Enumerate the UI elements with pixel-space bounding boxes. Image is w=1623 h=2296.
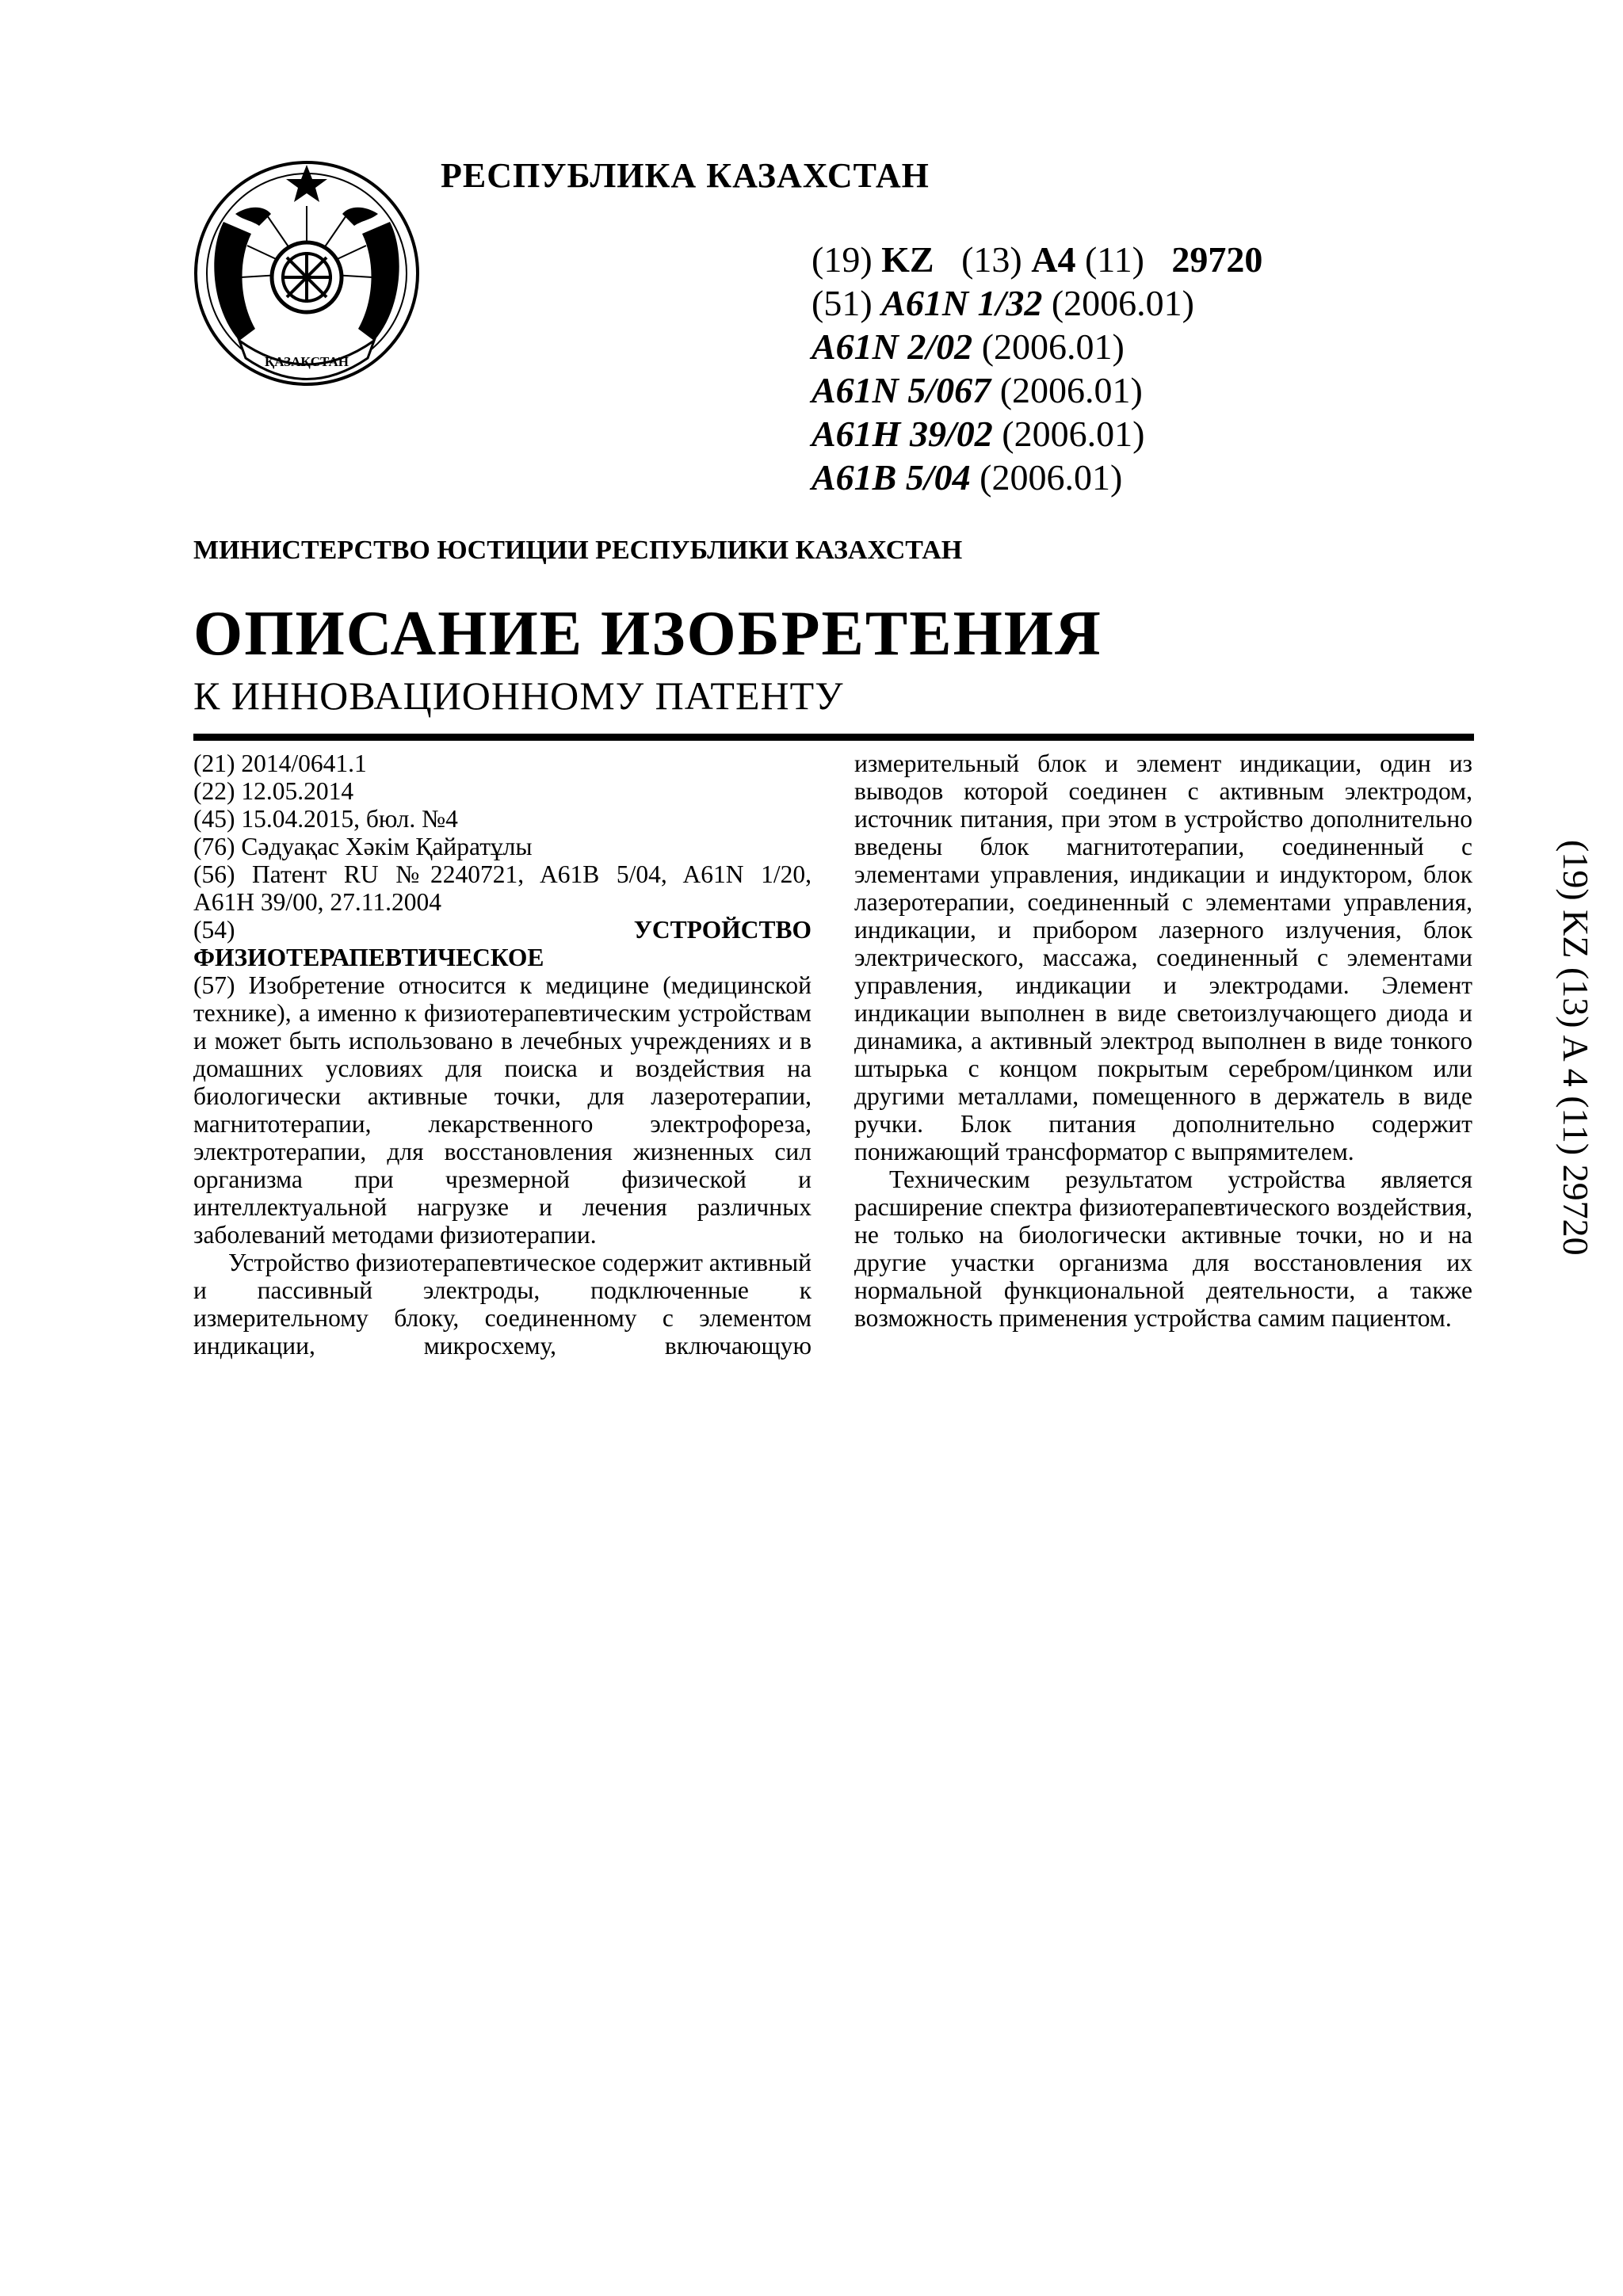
ipc-line — [812, 368, 1262, 412]
patent-number: 29720 — [1171, 239, 1263, 280]
code-51: (51) — [812, 283, 873, 323]
patent-codes — [812, 238, 1262, 499]
field-56-line2: A61H 39/00, 27.11.2004 — [193, 888, 441, 916]
field-54-title-word2: ФИЗИОТЕРАПЕВТИЧЕСКОЕ — [193, 944, 544, 971]
publication-codes-line — [812, 238, 1262, 281]
field-22: (22) 12.05.2014 — [193, 777, 354, 805]
left-column — [193, 749, 812, 1360]
ipc-version: (2006.01) — [1002, 414, 1145, 454]
document-title: ОПИСАНИЕ ИЗОБРЕТЕНИЯ — [193, 599, 1102, 669]
code-11: (11) — [1084, 239, 1144, 280]
ipc-code: A61H 39/02 — [812, 414, 993, 454]
ipc-line — [812, 325, 1262, 368]
country-name: РЕСПУБЛИКА КАЗАХСТАН — [441, 156, 930, 195]
ipc-code: A61N 2/02 — [812, 326, 973, 367]
field-54-title-word1: УСТРОЙСТВО — [633, 916, 812, 944]
abstract-paragraph-2: Устройство физиотерапевтическое содержит активный и пассивный электроды, подключенные к измерительному блоку, соединенному с элементом индикации, микросхему, включающую — [193, 1249, 812, 1360]
side-publication-reference: (19) KZ (13) A 4 (11) 29720 — [1556, 840, 1596, 1256]
abstract-paragraph-4: Техническим результатом устройства является расширение спектра физиотерапевтического воздействия, не только на биологически активные точки, но и на другие участки организма для восстановления их нормальной функциональной деятельности, а также возможность применения устройства самим пациентом. — [854, 1165, 1472, 1332]
code-13: (13) — [961, 239, 1022, 280]
ipc-code: A61N 1/32 — [881, 283, 1043, 323]
ipc-version: (2006.01) — [999, 370, 1143, 410]
ipc-line — [812, 456, 1262, 499]
document-subtitle: К ИННОВАЦИОННОМУ ПАТЕНТУ — [193, 673, 844, 718]
ipc-version: (2006.01) — [1051, 283, 1194, 323]
title-divider — [193, 734, 1474, 741]
emblem-ribbon-text: ҚАЗАҚСТАН — [264, 354, 349, 369]
field-54-number: (54) — [193, 916, 235, 944]
state-emblem — [192, 158, 422, 388]
field-76: (76) Сәдуақас Хәкім Қайратұлы — [193, 833, 533, 860]
ministry-name: МИНИСТЕРСТВО ЮСТИЦИИ РЕСПУБЛИКИ КАЗАХСТАН — [193, 536, 963, 565]
ipc-line — [812, 412, 1262, 456]
country-code: KZ — [881, 239, 934, 280]
field-45: (45) 15.04.2015, бюл. №4 — [193, 805, 458, 833]
ipc-line — [812, 281, 1262, 325]
kind-code: A4 — [1031, 239, 1076, 280]
code-19: (19) — [812, 239, 873, 280]
field-21: (21) 2014/0641.1 — [193, 749, 367, 777]
abstract-paragraph-3: измерительный блок и элемент индикации, один из выводов которой соединен с активным электродом, источник питания, при этом в устройство дополнительно введены блок магнитотерапии, соединенный с элементами управления, индикации и индуктором, блок лазеротерапии, соединенный с элементами управления, индикации, и прибором лазерного излучения, блок электрического, массажа, соединенный с элементами управления, индикации и электродами. Элемент индикации выполнен в виде светоизлучающего диода и динамика, а активный электрод выполнен в виде тонкого штырька с концом покрытым серебром/цинком или другими металлами, помещенного в держатель в виде ручки. Блок питания дополнительно содержит понижающий трансформатор с выпрямителем. — [854, 749, 1472, 1165]
ipc-code: A61B 5/04 — [812, 457, 971, 498]
right-column — [854, 749, 1472, 1332]
ipc-code: A61N 5/067 — [812, 370, 991, 410]
ipc-version: (2006.01) — [981, 326, 1125, 367]
field-56-line1: (56) Патент RU №2240721, A61B 5/04, A61N 1/20, — [193, 860, 812, 888]
abstract-paragraph-1: (57) Изобретение относится к медицине (медицинской технике), а именно к физиотерапевтическим устройствам и может быть использовано в лечебных учреждениях и в домашних условиях для поиска и воздействия на биологически активные точки, для лазеротерапии, магнитотерапии, лекарственного электрофореза, электротерапии, для восстановления жизненных сил организма при чрезмерной физической и интеллектуальной нагрузке и лечения различных заболеваний методами физиотерапии. — [193, 971, 812, 1249]
field-54 — [193, 916, 812, 944]
ipc-version: (2006.01) — [980, 457, 1123, 498]
